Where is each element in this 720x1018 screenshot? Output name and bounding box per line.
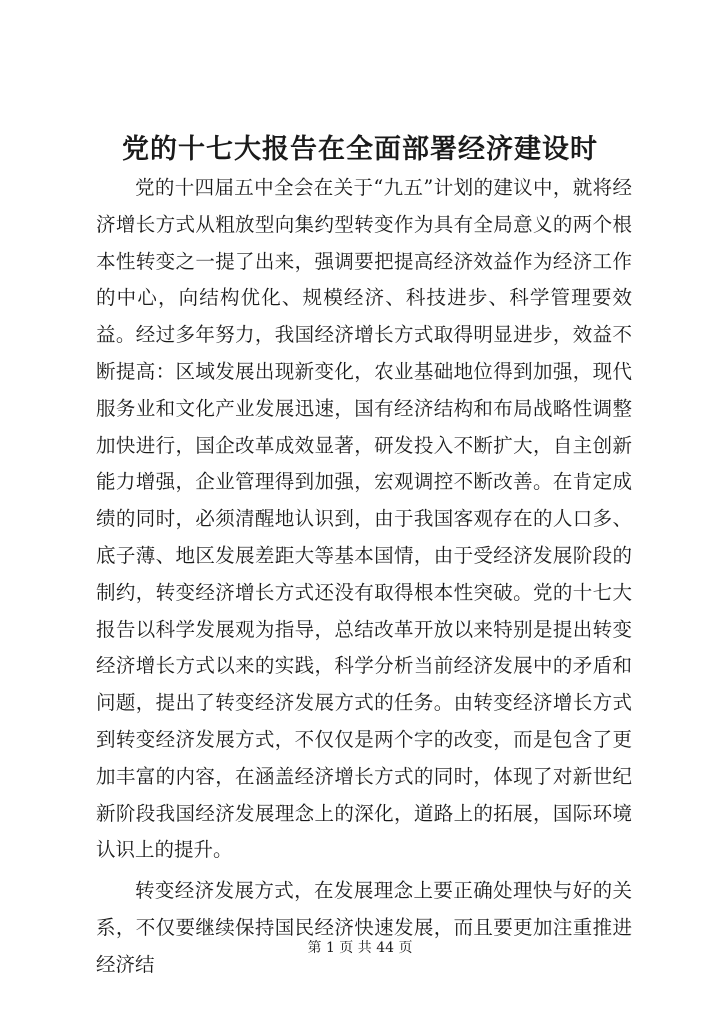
body-paragraph: 党的十四届五中全会在关于“九五”计划的建议中，就将经济增长方式从粗放型向集约型转变作为具有全局意义的两个根本性转变之一提了出来，强调要把提高经济效益作为经济工作的中心，向结构优化、规模经济、科技进步、科学管理要效益。经过多年努力，我国经济增长方式取得明显进步，效益不断提高：区域发展出现新变化，农业基础地位得到加强，现代服务业和文化产业发展迅速，国有经济结构和布局战略性调整加快进行，国企改革成效显著，研发投入不断扩大，自主创新能力增强，企业管理得到加强，宏观调控不断改善。在肯定成绩的同时，必须清醒地认识到，由于我国客观存在的人口多、底子薄、地区发展差距大等基本国情，由于受经济发展阶段的制约，转变经济增长方式还没有取得根本性突破。党的十七大报告以科学发展观为指导，总结改革开放以来特别是提出转变经济增长方式以来的实践，科学分析当前经济发展中的矛盾和问题，提出了转变经济发展方式的任务。由转变经济增长方式到转变经济发展方式，不仅仅是两个字的改变，而是包含了更加丰富的内容，在涵盖经济增长方式的同时，体现了对新世纪新阶段我国经济发展理念上的深化，道路上的拓展，国际环境认识上的提升。 [96,176,632,862]
document-body [96,170,632,984]
body-paragraph: 转变经济发展方式，在发展理念上要正确处理快与好的关系，不仅要继续保持国民经济快速发展，而且要更加注重推进经济结 [96,879,632,976]
page-number-footer: 第 1 页 共 44 页 [307,940,413,956]
document-title: 党的十七大报告在全面部署经济建设时 [122,134,598,165]
